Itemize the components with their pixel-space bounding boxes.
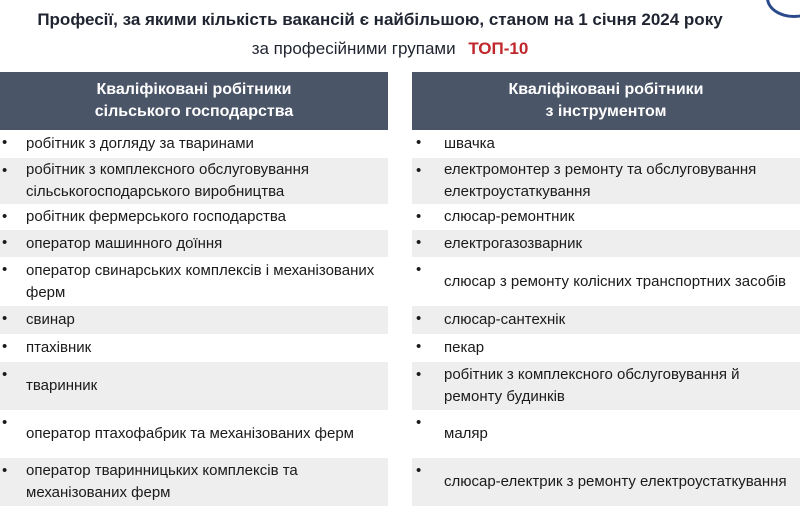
bullet-icon: •	[416, 208, 422, 225]
list-item-text: робітник з догляду за тваринами	[26, 135, 254, 152]
bullet-icon: •	[416, 338, 422, 355]
bullet-icon: •	[2, 208, 8, 225]
bullet-icon: •	[2, 414, 8, 431]
bullet-icon: •	[2, 338, 8, 355]
list-item-text: тваринник	[26, 377, 98, 394]
bullet-icon: •	[2, 261, 8, 278]
right-column	[412, 72, 800, 506]
list-item	[412, 257, 800, 306]
bullet-icon: •	[2, 462, 8, 479]
top10-label: ТОП-10	[468, 39, 529, 58]
list-item	[0, 306, 388, 334]
list-item	[0, 410, 388, 458]
bullet-icon: •	[2, 134, 8, 151]
list-item-text: пекар	[444, 339, 485, 356]
list-item	[0, 257, 388, 306]
bullet-icon: •	[2, 234, 8, 251]
list-item	[412, 306, 800, 334]
logo	[766, 0, 800, 18]
bullet-icon: •	[416, 234, 422, 251]
list-item-text: електрогазозварник	[444, 234, 583, 252]
bullet-icon: •	[2, 162, 8, 179]
list-item-text: робітник з комплексного обслуговування сільськогосподарського виробництва	[26, 161, 310, 200]
bullet-icon: •	[416, 261, 422, 278]
bullet-icon: •	[416, 414, 422, 431]
bullet-icon: •	[416, 162, 422, 179]
list-item	[412, 410, 800, 458]
list-item-text: слюсар-електрик з ремонту електроустаткування	[444, 473, 787, 490]
bullet-icon: •	[2, 310, 8, 327]
right-header-line2: з інструментом	[545, 103, 667, 120]
bullet-icon: •	[416, 134, 422, 151]
list-item	[0, 230, 388, 257]
list-item	[412, 458, 800, 506]
list-item-text: робітник фермерського господарства	[26, 208, 287, 225]
list-item	[412, 362, 800, 410]
bullet-icon: •	[2, 366, 8, 383]
list-item	[0, 130, 388, 158]
subtitle-text: за професійними групами	[251, 39, 456, 58]
list-item	[412, 334, 800, 362]
list-item-text: оператор свинарських комплексів і механізованих ферм	[26, 261, 375, 301]
list-item-text: оператор машинного доїння	[26, 234, 223, 252]
list-item-text: оператор тваринницьких комплексів та механізованих ферм	[26, 462, 298, 501]
bullet-icon: •	[416, 366, 422, 383]
left-header-line1: Кваліфіковані робітники	[96, 81, 292, 98]
list-item-text: маляр	[444, 425, 488, 442]
list-item	[0, 204, 388, 230]
list-item	[0, 158, 388, 204]
list-item-text: робітник з комплексного обслуговування й ремонту будинків	[444, 366, 740, 405]
right-column-header	[412, 72, 800, 130]
bullet-icon: •	[416, 462, 422, 479]
left-header-line2: сільського господарства	[94, 103, 294, 120]
bullet-icon: •	[416, 310, 422, 327]
left-column-header	[0, 72, 388, 130]
list-item	[0, 334, 388, 362]
list-item-text: птахівник	[26, 339, 92, 356]
list-item	[412, 130, 800, 158]
list-item-text: швачка	[444, 135, 495, 152]
list-item-text: оператор птахофабрик та механізованих ферм	[26, 425, 354, 442]
list-item	[412, 204, 800, 230]
left-column	[0, 72, 388, 506]
list-item-text: слюсар-ремонтник	[444, 208, 575, 225]
list-item	[0, 362, 388, 410]
list-item-text: слюсар-сантехнік	[444, 311, 566, 328]
list-item	[412, 230, 800, 257]
page-title: Професії, за якими кількість вакансій є найбільшою, станом на 1 січня 2024 року	[37, 10, 723, 29]
list-item-text: слюсар з ремонту колісних транспортних засобів	[444, 272, 787, 290]
right-header-line1: Кваліфіковані робітники	[508, 81, 704, 98]
list-item	[0, 458, 388, 506]
list-item	[412, 158, 800, 204]
list-item-text: свинар	[26, 311, 75, 328]
list-item-text: електромонтер з ремонту та обслуговування електроустаткування	[444, 161, 757, 200]
page-subtitle	[0, 39, 780, 59]
